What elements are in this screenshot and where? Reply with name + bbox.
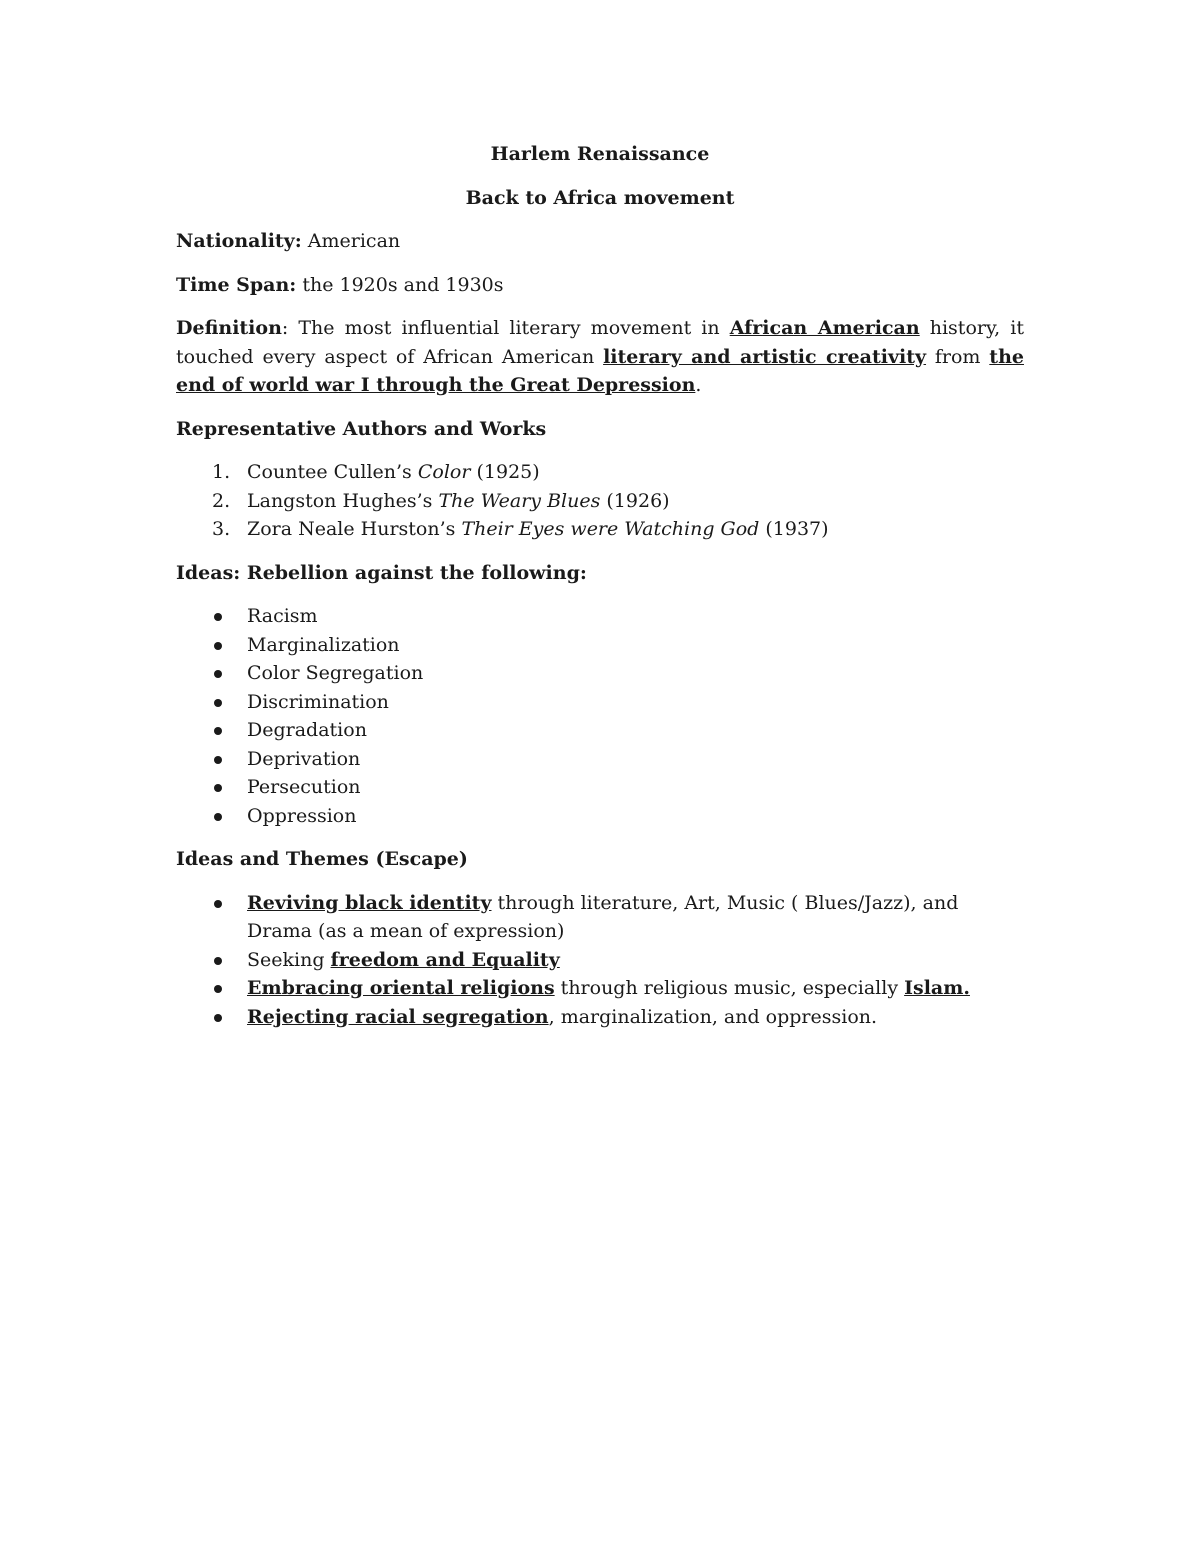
- work-title: The Weary Blues: [438, 489, 601, 512]
- author-item: [176, 458, 1024, 487]
- bullet-icon: [214, 784, 222, 792]
- idea-item: [176, 659, 1024, 688]
- author-name: Zora Neale Hurston’s: [247, 518, 462, 540]
- nationality-line: [176, 227, 1024, 256]
- theme-emphasis: Embracing oriental religions: [247, 977, 555, 999]
- document-title: Harlem Renaissance: [490, 143, 710, 165]
- themes-list: [176, 889, 1024, 1032]
- idea-item: [176, 745, 1024, 774]
- list-number: 3.: [212, 518, 231, 540]
- definition-emphasis: African American: [729, 317, 920, 339]
- idea-text: Persecution: [247, 776, 361, 798]
- definition-text: .: [695, 374, 702, 396]
- document-page: [176, 140, 1024, 1031]
- theme-text: through literature, Art, Music ( Blues/Jazz), and Drama (as a mean of expression): [247, 891, 959, 942]
- bullet-icon: [214, 900, 222, 908]
- author-item: [176, 487, 1024, 516]
- definition-text: history, it touched every aspect of African American: [176, 317, 1024, 368]
- idea-item: [176, 688, 1024, 717]
- authors-list: [176, 458, 1024, 544]
- idea-item: [176, 802, 1024, 831]
- bullet-icon: [214, 957, 222, 965]
- time-span-line: [176, 271, 1024, 300]
- work-year: (1937): [759, 518, 829, 540]
- work-year: (1925): [470, 461, 540, 483]
- idea-item: [176, 716, 1024, 745]
- work-title: Their Eyes were Watching God: [461, 518, 760, 540]
- idea-item: [176, 602, 1024, 631]
- idea-text: Oppression: [247, 804, 357, 827]
- idea-item: [176, 773, 1024, 802]
- nationality-value: American: [301, 230, 401, 252]
- list-number: 2.: [212, 489, 231, 512]
- theme-item: [176, 889, 1024, 946]
- bullet-icon: [214, 813, 222, 821]
- idea-text: Color Segregation: [247, 662, 424, 684]
- bullet-icon: [214, 670, 222, 678]
- author-name: Langston Hughes’s: [247, 489, 439, 512]
- theme-item: [176, 974, 1024, 1003]
- bullet-icon: [214, 642, 222, 650]
- definition-emphasis: the end of world war I through the Great Depression: [176, 345, 1024, 396]
- bullet-icon: [214, 1014, 222, 1022]
- theme-emphasis: Rejecting racial segregation: [247, 1005, 549, 1028]
- theme-text: , marginalization, and oppression.: [548, 1005, 878, 1028]
- ideas-list: [176, 602, 1024, 830]
- theme-emphasis: Reviving black identity: [247, 891, 492, 914]
- idea-text: Marginalization: [247, 633, 400, 656]
- time-span-label: Time Span:: [176, 273, 297, 296]
- bullet-icon: [214, 756, 222, 764]
- theme-item: [176, 946, 1024, 975]
- theme-emphasis: Islam.: [904, 977, 970, 999]
- ideas-heading: Ideas: Rebellion against the following:: [176, 561, 587, 584]
- bullet-icon: [214, 727, 222, 735]
- definition-text: from: [926, 345, 990, 368]
- theme-text: Seeking: [247, 948, 331, 971]
- definition-label: Definition: [176, 317, 282, 339]
- document-subtitle: Back to Africa movement: [465, 186, 735, 209]
- theme-item: [176, 1003, 1024, 1032]
- bullet-icon: [214, 699, 222, 707]
- nationality-label: Nationality:: [176, 230, 302, 252]
- idea-text: Degradation: [247, 719, 367, 741]
- idea-text: Discrimination: [247, 690, 389, 713]
- bullet-icon: [214, 985, 222, 993]
- themes-heading: Ideas and Themes (Escape): [176, 848, 468, 870]
- author-name: Countee Cullen’s: [247, 461, 418, 483]
- theme-emphasis: freedom and Equality: [330, 948, 560, 971]
- idea-text: Deprivation: [247, 747, 361, 770]
- authors-heading: Representative Authors and Works: [176, 417, 547, 440]
- bullet-icon: [214, 613, 222, 621]
- theme-text: through religious music, especially: [554, 977, 905, 999]
- idea-item: [176, 631, 1024, 660]
- idea-text: Racism: [247, 605, 318, 627]
- work-title: Color: [417, 461, 471, 483]
- definition-paragraph: [176, 314, 1024, 400]
- work-year: (1926): [600, 489, 670, 512]
- definition-text: : The most influential literary movement in: [281, 317, 730, 339]
- list-number: 1.: [212, 461, 231, 483]
- time-span-value: the 1920s and 1930s: [296, 273, 504, 296]
- definition-emphasis: literary and artistic creativity: [603, 345, 927, 368]
- author-item: [176, 515, 1024, 544]
